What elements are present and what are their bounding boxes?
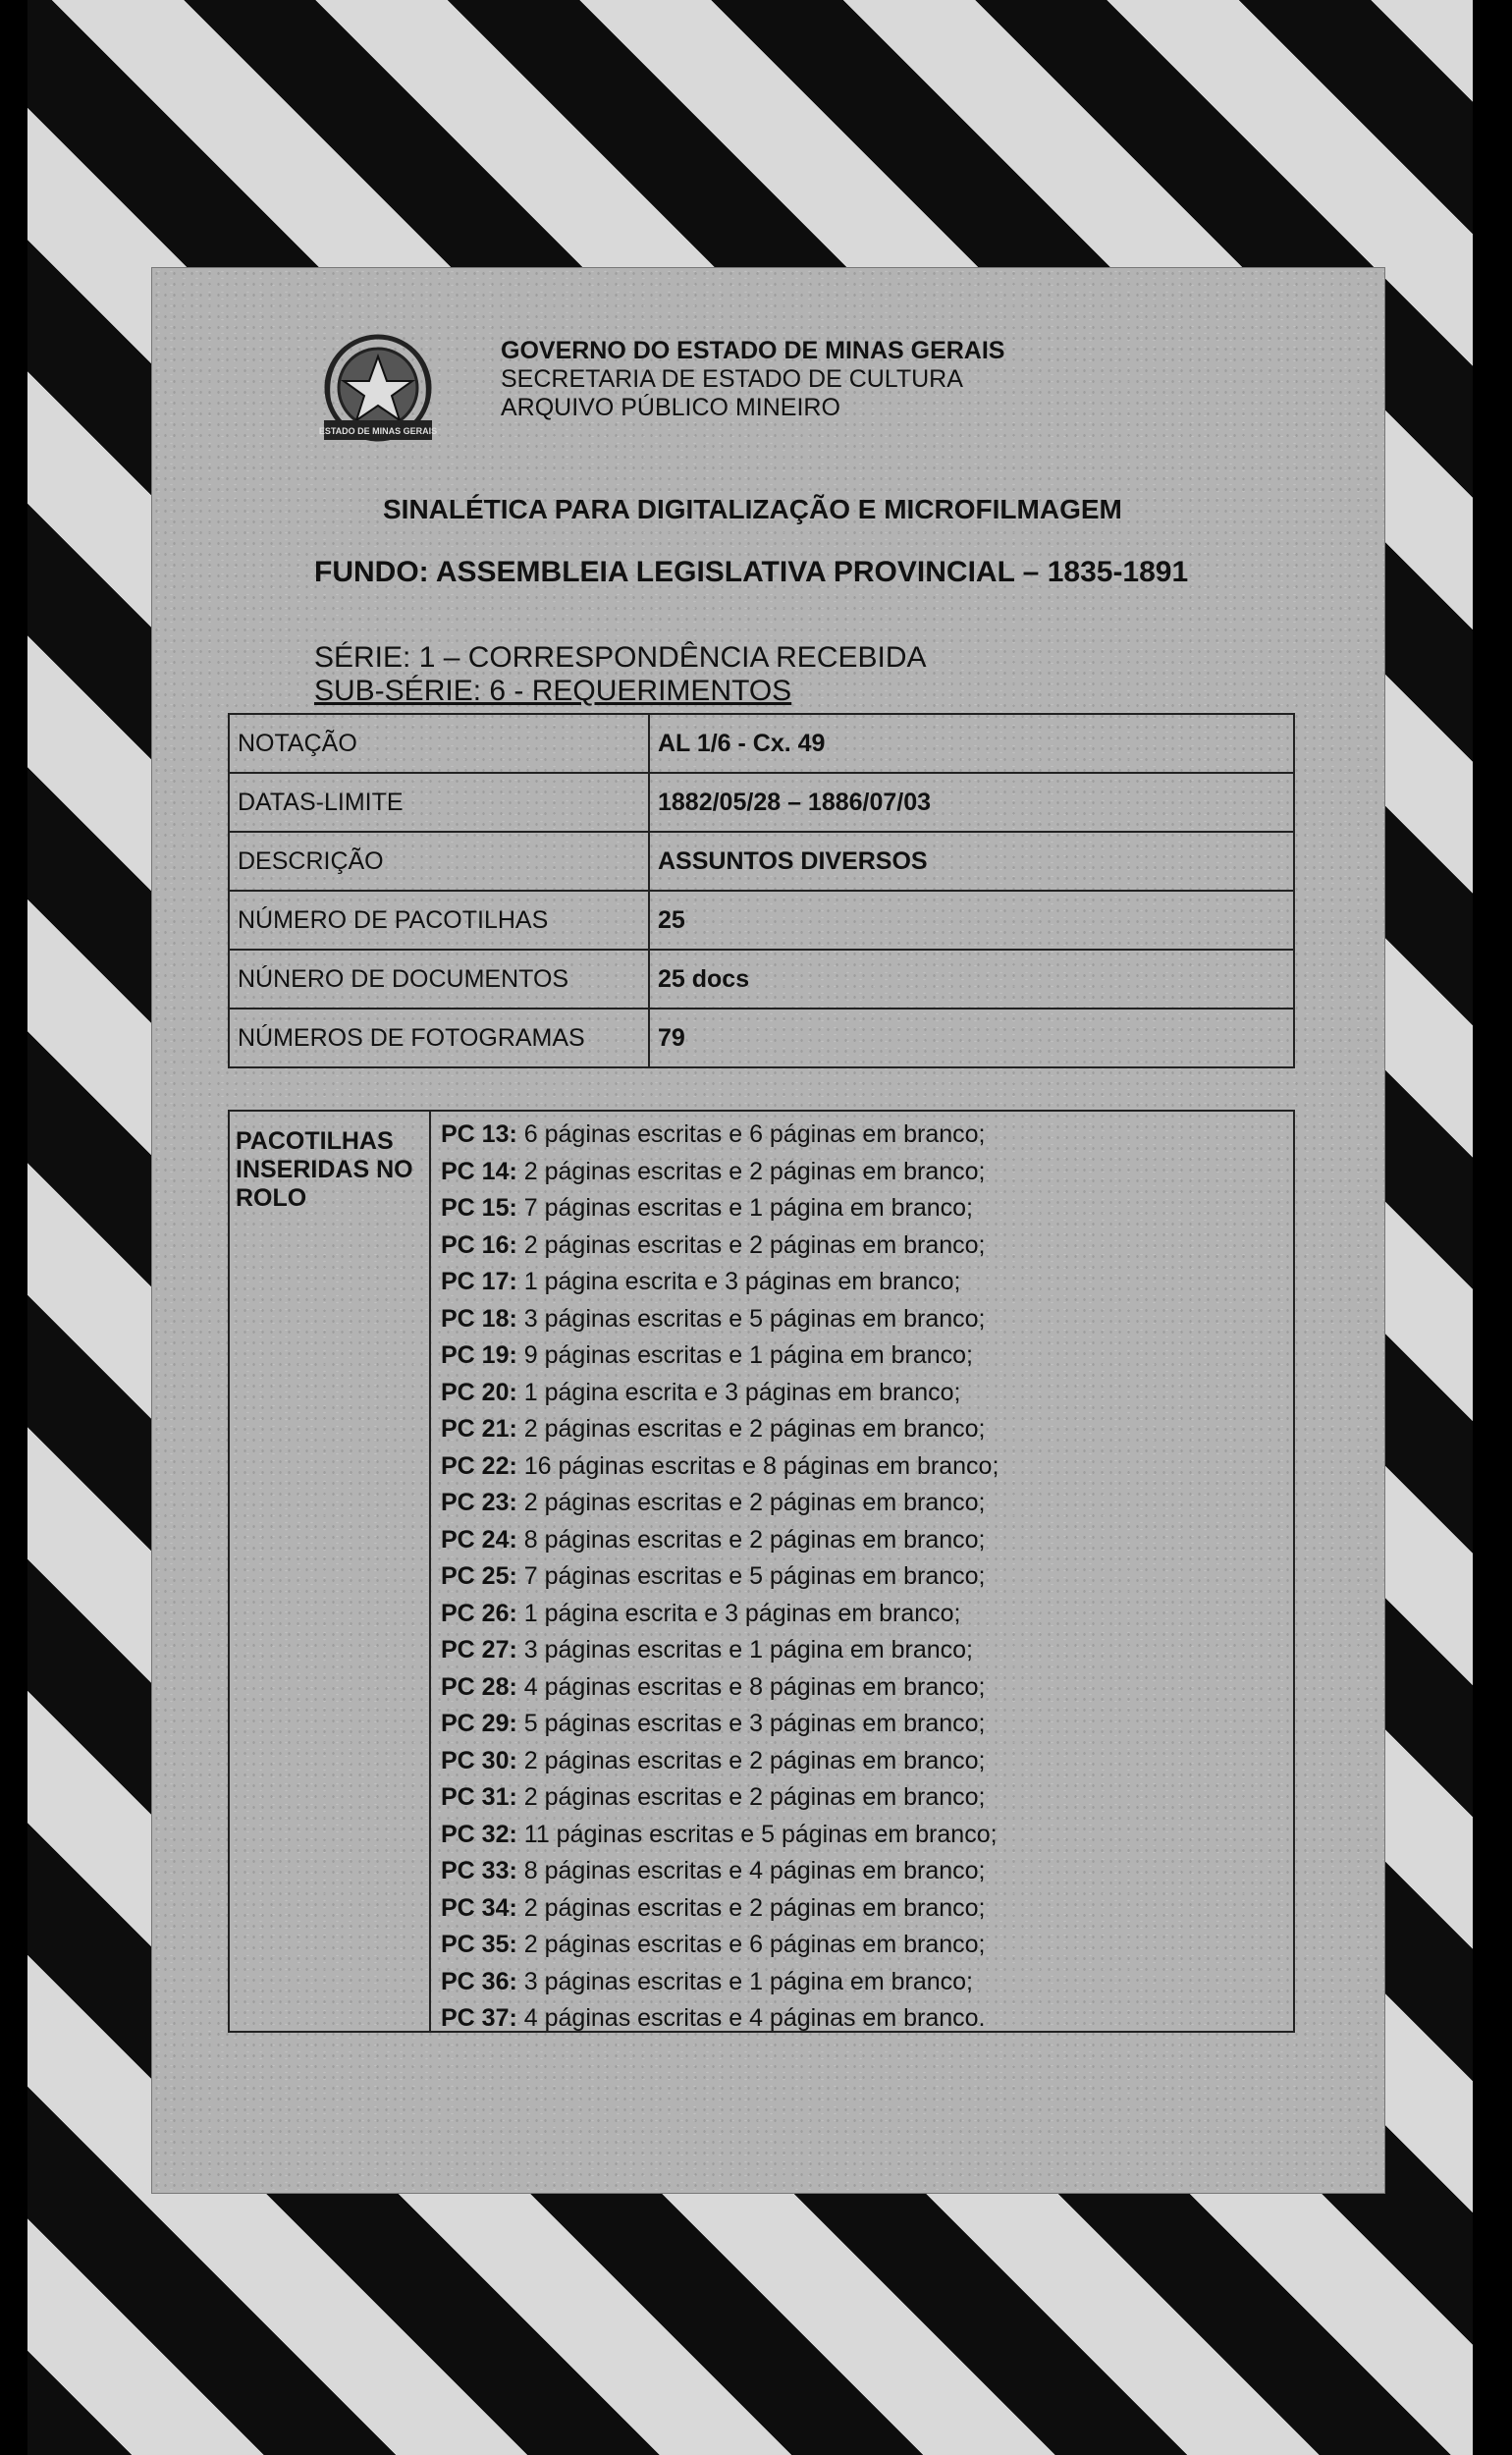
info-value: AL 1/6 - Cx. 49	[649, 714, 1294, 773]
fundo-line: FUNDO: ASSEMBLEIA LEGISLATIVA PROVINCIAL – 1835-1891	[314, 556, 1189, 588]
pacotilha-id: PC 21:	[441, 1415, 517, 1443]
pacotilha-id: PC 24:	[441, 1525, 517, 1554]
info-key: DATAS-LIMITE	[229, 773, 649, 832]
pacotilha-item	[441, 1337, 999, 1375]
pacotilha-id: PC 28:	[441, 1672, 517, 1701]
info-key: NÚMEROS DE FOTOGRAMAS	[229, 1009, 649, 1067]
pacotilha-item	[441, 2000, 999, 2038]
pacotilha-id: PC 35:	[441, 1931, 517, 1958]
pacotilha-text: 5 páginas escritas e 3 páginas em branco;	[523, 1710, 986, 1737]
film-edge-left	[0, 0, 27, 2455]
subserie-line: SUB-SÉRIE: 6 - REQUERIMENTOS	[314, 675, 792, 707]
pacotilha-text: 8 páginas escritas e 4 páginas em branco;	[523, 1857, 986, 1884]
pacotilha-id: PC 18:	[441, 1304, 517, 1333]
info-row	[229, 714, 1294, 773]
pacotilha-item	[441, 1632, 999, 1669]
pacotilha-text: 16 páginas escritas e 8 páginas em branco;	[523, 1451, 999, 1480]
header-line-3: ARQUIVO PÚBLICO MINEIRO	[501, 394, 840, 421]
pacotilha-text: 2 páginas escritas e 2 páginas em branco;	[523, 1893, 986, 1922]
pacotilha-text: 7 páginas escritas e 5 páginas em branco;	[523, 1562, 986, 1590]
pacotilha-item	[441, 1301, 999, 1338]
minas-gerais-seal	[314, 327, 442, 455]
pacotilha-item	[441, 1927, 999, 1964]
pacotilhas-list	[441, 1117, 999, 2038]
pacotilha-item	[441, 1154, 999, 1191]
pacotilha-id: PC 22:	[441, 1451, 517, 1480]
header-line-2: SECRETARIA DE ESTADO DE CULTURA	[501, 365, 963, 393]
info-value: 25 docs	[649, 950, 1294, 1009]
info-value: 1882/05/28 – 1886/07/03	[649, 773, 1294, 832]
pacotilha-text: 2 páginas escritas e 2 páginas em branco;	[523, 1746, 986, 1774]
pacotilha-text: 3 páginas escritas e 1 página em branco;	[523, 1967, 973, 1995]
pacotilha-item	[441, 1117, 999, 1154]
pacotilha-id: PC 29:	[441, 1710, 517, 1737]
pacotilha-id: PC 31:	[441, 1783, 517, 1811]
pacotilha-item	[441, 1743, 999, 1780]
document-card	[152, 268, 1384, 2193]
pacotilha-id: PC 25:	[441, 1562, 517, 1590]
pacotilha-id: PC 15:	[441, 1194, 517, 1222]
info-value: ASSUNTOS DIVERSOS	[649, 832, 1294, 891]
pacotilha-id: PC 27:	[441, 1636, 517, 1664]
pacotilha-item	[441, 1853, 999, 1890]
pacotilha-text: 2 páginas escritas e 2 páginas em branco;	[523, 1415, 986, 1443]
pacotilha-text: 3 páginas escritas e 5 páginas em branco;	[523, 1304, 986, 1333]
pacotilha-item	[441, 1448, 999, 1486]
seal-text: ESTADO DE MINAS GERAIS	[318, 426, 438, 436]
pacotilha-id: PC 26:	[441, 1599, 517, 1627]
pacotilha-id: PC 32:	[441, 1820, 517, 1848]
organization-header	[501, 337, 1004, 422]
pacotilha-id: PC 37:	[441, 2004, 517, 2032]
pacotilhas-box	[228, 1110, 1295, 2033]
pacotilha-item	[441, 1669, 999, 1707]
pacotilha-text: 6 páginas escritas e 6 páginas em branco;	[523, 1120, 986, 1148]
pacotilha-item	[441, 1190, 999, 1228]
info-key: NOTAÇÃO	[229, 714, 649, 773]
pacotilha-item	[441, 1890, 999, 1928]
pacotilha-id: PC 13:	[441, 1120, 517, 1148]
info-value: 25	[649, 891, 1294, 950]
document-title: SINALÉTICA PARA DIGITALIZAÇÃO E MICROFILMAGEM	[383, 494, 1122, 524]
pacotilha-text: 7 páginas escritas e 1 página em branco;	[523, 1194, 973, 1222]
pacotilha-text: 2 páginas escritas e 2 páginas em branco;	[523, 1783, 986, 1811]
info-key: DESCRIÇÃO	[229, 832, 649, 891]
pacotilha-text: 4 páginas escritas e 4 páginas em branco.	[523, 2004, 986, 2032]
pacotilha-item	[441, 1964, 999, 2001]
pacotilha-id: PC 16:	[441, 1230, 517, 1259]
pacotilha-item	[441, 1558, 999, 1596]
pacotilha-text: 4 páginas escritas e 8 páginas em branco;	[523, 1672, 986, 1701]
pacotilha-id: PC 33:	[441, 1857, 517, 1884]
film-edge-right	[1473, 0, 1512, 2455]
pacotilha-item	[441, 1522, 999, 1559]
pacotilha-item	[441, 1228, 999, 1265]
pacotilha-id: PC 20:	[441, 1378, 517, 1406]
pacotilha-text: 2 páginas escritas e 2 páginas em branco;	[523, 1489, 986, 1516]
header-line-1: GOVERNO DO ESTADO DE MINAS GERAIS	[501, 337, 1005, 364]
pacotilha-item	[441, 1779, 999, 1817]
serie-block	[314, 641, 927, 708]
pacotilha-id: PC 19:	[441, 1341, 517, 1369]
info-row	[229, 773, 1294, 832]
pacotilha-id: PC 34:	[441, 1893, 517, 1922]
info-row	[229, 950, 1294, 1009]
pacotilha-item	[441, 1264, 999, 1301]
info-row	[229, 891, 1294, 950]
pacotilha-id: PC 30:	[441, 1746, 517, 1774]
info-value: 79	[649, 1009, 1294, 1067]
pacotilha-id: PC 17:	[441, 1268, 517, 1295]
pacotilha-text: 2 páginas escritas e 2 páginas em branco;	[523, 1157, 986, 1185]
pacotilha-item	[441, 1411, 999, 1448]
pacotilha-text: 1 página escrita e 3 páginas em branco;	[523, 1268, 961, 1295]
pacotilha-item	[441, 1375, 999, 1412]
info-row	[229, 832, 1294, 891]
pacotilha-text: 2 páginas escritas e 2 páginas em branco;	[523, 1230, 986, 1259]
pacotilha-text: 11 páginas escritas e 5 páginas em branco;	[523, 1820, 998, 1848]
info-table	[228, 713, 1295, 1068]
pacotilha-item	[441, 1706, 999, 1743]
pacotilha-id: PC 23:	[441, 1489, 517, 1516]
pacotilha-text: 8 páginas escritas e 2 páginas em branco;	[523, 1525, 986, 1554]
pacotilha-id: PC 36:	[441, 1967, 517, 1995]
pacotilha-text: 1 página escrita e 3 páginas em branco;	[523, 1599, 961, 1627]
info-key: NÚNERO DE DOCUMENTOS	[229, 950, 649, 1009]
info-key: NÚMERO DE PACOTILHAS	[229, 891, 649, 950]
pacotilha-item	[441, 1817, 999, 1854]
pacotilha-text: 1 página escrita e 3 páginas em branco;	[523, 1378, 961, 1406]
pacotilha-text: 3 páginas escritas e 1 página em branco;	[523, 1636, 973, 1664]
serie-line: SÉRIE: 1 – CORRESPONDÊNCIA RECEBIDA	[314, 641, 927, 674]
pacotilha-item	[441, 1596, 999, 1633]
pacotilha-text: 2 páginas escritas e 6 páginas em branco;	[523, 1931, 986, 1958]
pacotilha-text: 9 páginas escritas e 1 página em branco;	[523, 1341, 973, 1369]
pacotilhas-label: PACOTILHAS INSERIDAS NO ROLO	[230, 1112, 431, 2031]
info-row	[229, 1009, 1294, 1067]
pacotilha-item	[441, 1485, 999, 1522]
pacotilha-id: PC 14:	[441, 1157, 517, 1185]
